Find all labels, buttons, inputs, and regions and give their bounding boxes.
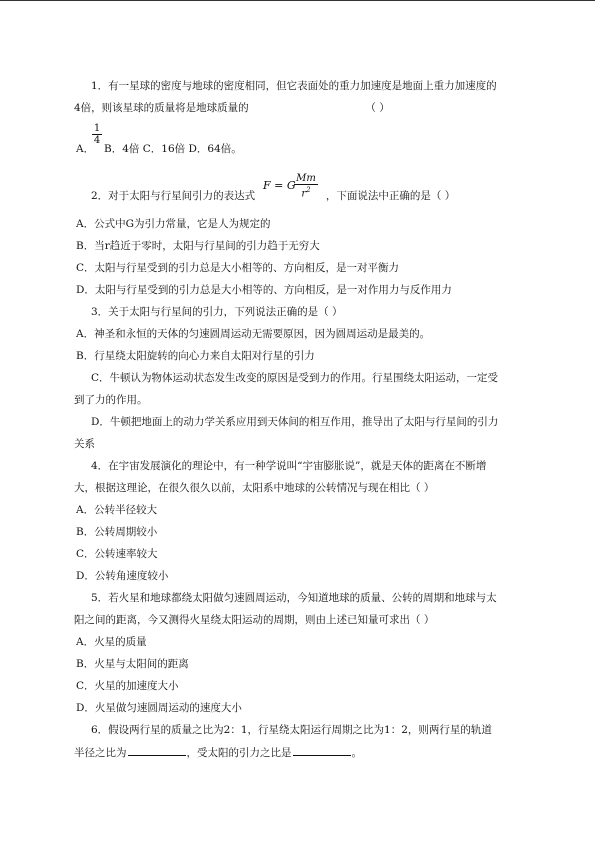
- q4-option-a: A．公转半径较大: [76, 504, 158, 516]
- q3-option-b: B．行星绕太阳旋转的向心力来自太阳对行星的引力: [76, 350, 315, 362]
- q1-stem-line2: [74, 101, 390, 115]
- q3-option-c-line1: C．牛顿认为物体运动状态发生改变的原因是受到力的作用。行星围绕太阳运动，一定受: [91, 372, 499, 384]
- q2-stem-a: 2．对于太阳与行星间引力的表达式: [91, 190, 256, 202]
- q1-stem-text: 4倍，则该星球的质量将是地球质量的: [74, 102, 249, 114]
- q5-option-d: D．火星做匀速圆周运动的速度大小: [76, 702, 242, 714]
- q3-option-d-line2: 关系: [74, 438, 95, 450]
- q4-option-d: D．公转角速度较小: [76, 570, 169, 582]
- q6-blank-2[interactable]: [293, 745, 351, 756]
- q6-text-a: 半径之比为: [74, 747, 127, 759]
- q2-option-c: C．太阳与行星受到的引力总是大小相等的、方向相反，是一对平衡力: [76, 262, 400, 274]
- q2-option-d: D．太阳与行星受到的引力总是大小相等的、方向相反，是一对作用力与反作用力: [76, 284, 452, 296]
- q3-option-c-line2: 到了力的作用。: [74, 394, 148, 406]
- q1-fraction-denominator: 4: [93, 135, 101, 146]
- q4-option-b: B．公转周期较小: [76, 526, 158, 538]
- q2-formula-numerator: Mm: [294, 173, 318, 185]
- q3-option-d-line1: D．牛顿把地面上的动力学关系应用到天体间的相互作用，推导出了太阳与行星间的引力: [91, 416, 499, 428]
- q2-option-b: B．当r趋近于零时，太阳与行星间的引力趋于无穷大: [76, 240, 320, 252]
- q6-stem-line2: [74, 745, 362, 760]
- q3-stem: 3．关于太阳与行星间的引力，下列说法正确的是（ ）: [91, 306, 343, 318]
- q2-formula-exponent: 2: [306, 186, 311, 194]
- q2-formula-r: r: [301, 188, 307, 200]
- q5-option-c: C．火星的加速度大小: [76, 680, 179, 692]
- q2-stem: [91, 189, 455, 203]
- q1-stem-line1: 1．有一星球的密度与地球的密度相同，但它表面处的重力加速度是地面上重力加速度的: [91, 80, 497, 92]
- q1-fraction-numerator: 1: [93, 123, 101, 134]
- q3-option-a: A．神圣和永恒的天体的匀速圆周运动无需要原因，因为圆周运动是最美的。: [76, 328, 431, 340]
- q5-stem-line1: 5．若火星和地球都绕太阳做匀速圆周运动，今知道地球的质量、公转的周期和地球与太: [91, 592, 497, 604]
- q4-stem-line1: 4．在宇宙发展演化的理论中，有一种学说叫“宇宙膨胀说”，就是天体的距离在不断增: [91, 460, 487, 472]
- q6-stem-line1: 6．假设两行星的质量之比为2：1，行星绕太阳运行周期之比为1：2，则两行星的轨道: [91, 724, 492, 736]
- q2-stem-b: ，下面说法中正确的是（ ）: [325, 190, 456, 202]
- q6-blank-1[interactable]: [128, 745, 186, 756]
- top-border: [0, 0, 595, 1]
- q2-option-a: A．公式中G为引力常量，它是人为规定的: [76, 218, 271, 230]
- q5-option-b: B．火星与太阳间的距离: [76, 658, 189, 670]
- q1-options-rest: B．4倍 C．16倍 D．64倍。: [104, 143, 242, 155]
- q4-option-c: C．公转速率较大: [76, 548, 158, 560]
- q1-answer-paren: （ ）: [365, 102, 390, 114]
- q2-formula-lhs: F = G: [263, 179, 296, 192]
- q5-option-a: A．火星的质量: [76, 636, 147, 648]
- q5-stem-line2: 阳之间的距离，今又测得火星绕太阳运动的周期，则由上述已知量可求出（ ）: [74, 614, 435, 626]
- q4-stem-line2: 大，根据这理论，在很久很久以前，太阳系中地球的公转情况与现在相比（ ）: [74, 482, 435, 494]
- q6-text-c: 。: [351, 747, 362, 759]
- q6-text-b: ，受太阳的引力之比是: [186, 747, 292, 759]
- q1-option-a: A．: [76, 143, 95, 155]
